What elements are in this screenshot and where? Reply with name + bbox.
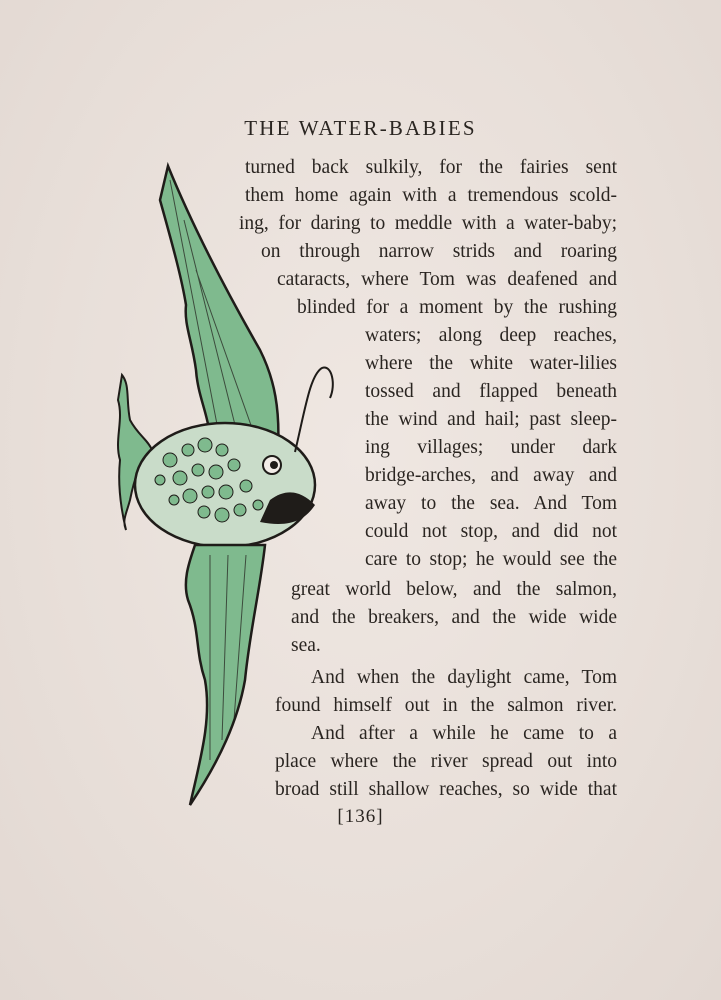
running-head: THE WATER-BABIES: [244, 116, 477, 140]
text-line-20: found himself out in the salmon river.: [275, 695, 617, 716]
ventral-fin: [186, 545, 265, 805]
text-line-13: away to the sea. And Tom: [365, 493, 617, 514]
text-line-17: and the breakers, and the wide wide: [291, 607, 617, 628]
text-line-4: on through narrow strids and roaring: [261, 241, 617, 262]
text-line-12: bridge-arches, and away and: [365, 465, 617, 486]
text-line-1: turned back sulkily, for the fairies sent: [245, 157, 617, 178]
text-line-22: place where the river spread out into: [275, 751, 617, 772]
text-line-16: great world below, and the salmon,: [291, 579, 617, 600]
text-line-6: blinded for a moment by the rushing: [297, 297, 617, 318]
text-line-14: could not stop, and did not: [365, 521, 617, 542]
text-line-10: the wind and hail; past sleep-: [365, 409, 617, 430]
text-line-5: cataracts, where Tom was deafened and: [277, 269, 617, 290]
text-line-21: And after a while he came to a: [311, 723, 617, 744]
text-line-11: ing villages; under dark: [365, 437, 617, 458]
fish-lure: [295, 368, 333, 452]
page-number: [136]: [337, 806, 384, 827]
text-line-3: ing, for daring to meddle with a water-baby;: [239, 213, 617, 234]
text-line-8: where the white water-lilies: [365, 353, 617, 374]
text-line-2: them home again with a tremendous scold-: [245, 185, 617, 206]
text-line-19: And when the daylight came, Tom: [311, 667, 617, 688]
text-line-23: broad still shallow reaches, so wide that: [275, 779, 617, 800]
dorsal-fin: [160, 166, 278, 450]
text-line-9: tossed and flapped beneath: [365, 381, 617, 402]
text-line-18: sea.: [291, 635, 321, 656]
text-line-15: care to stop; he would see the: [365, 549, 617, 570]
text-line-7: waters; along deep reaches,: [365, 325, 617, 346]
